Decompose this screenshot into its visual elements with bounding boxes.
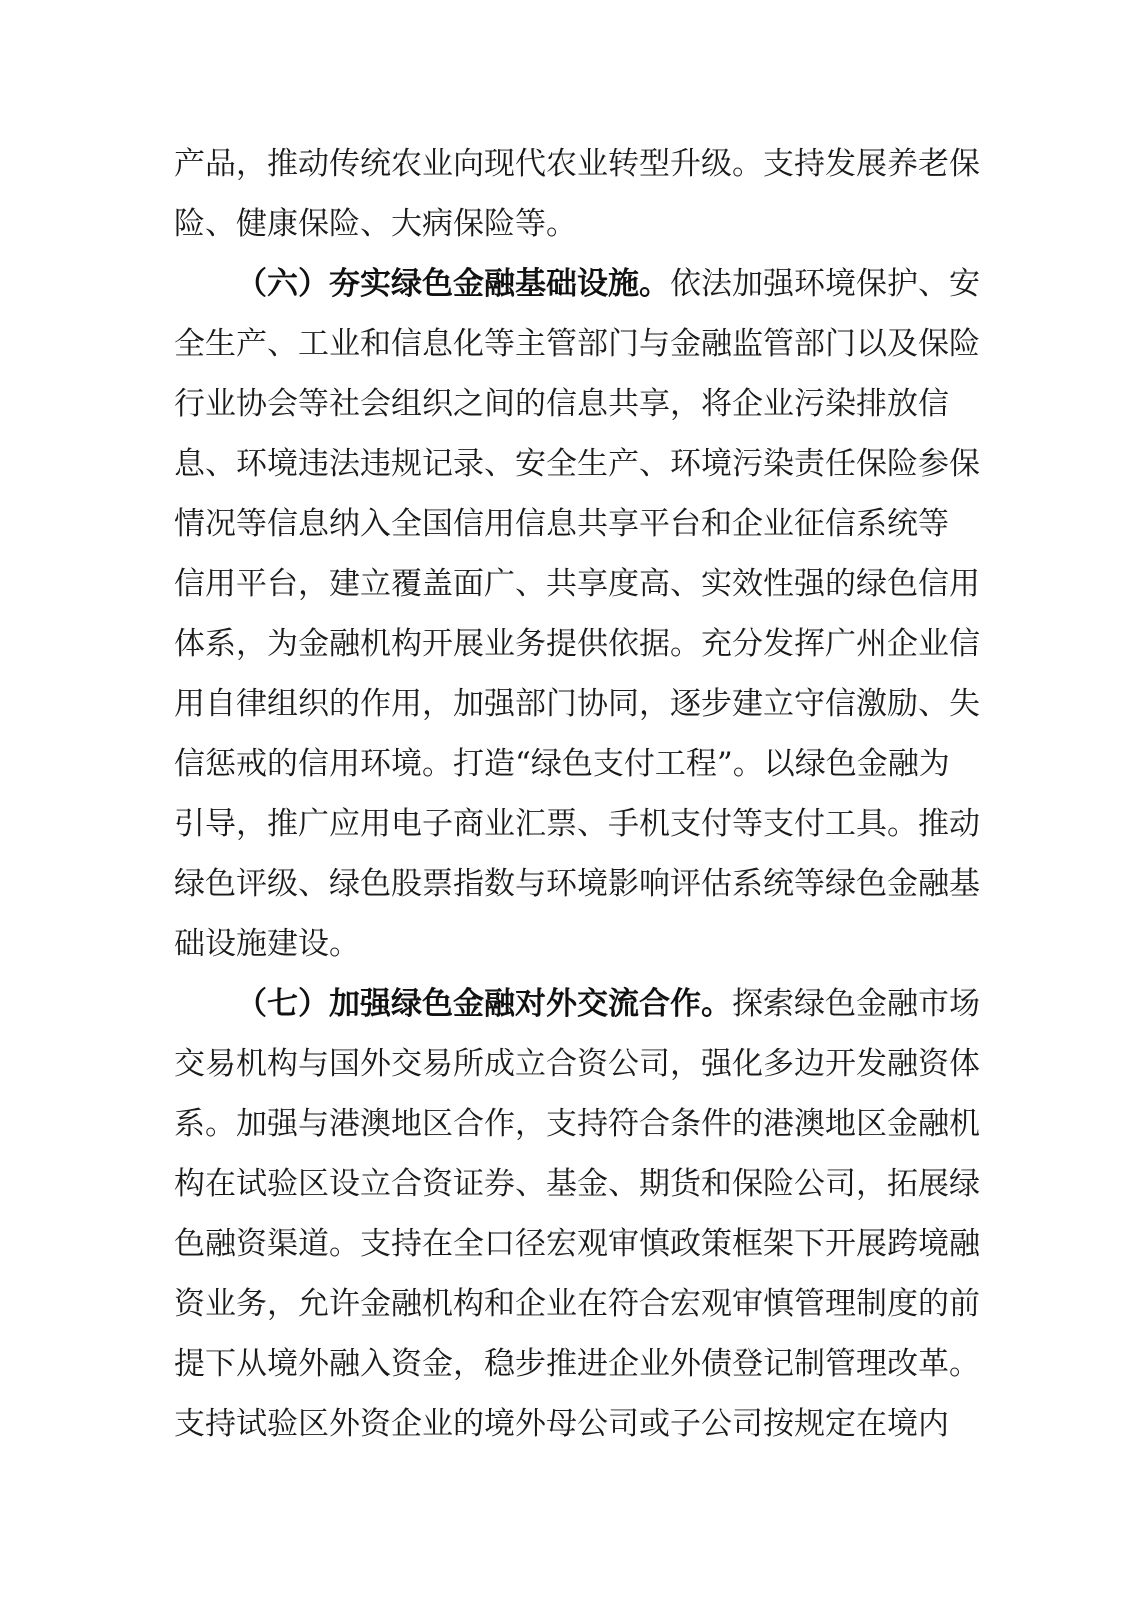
body-text-line bbox=[174, 194, 577, 254]
body-text-line bbox=[174, 1154, 980, 1214]
body-text-line bbox=[174, 734, 950, 794]
section-heading-line bbox=[236, 974, 980, 1034]
line-text: 依法加强环境保护、安 bbox=[670, 266, 980, 302]
line-text: 础设施建设。 bbox=[174, 926, 360, 962]
line-text: 全生产、工业和信息化等主管部门与金融监管部门以及保险 bbox=[174, 326, 980, 362]
line-text: 系。加强与港澳地区合作，支持符合条件的港澳地区金融机 bbox=[174, 1106, 980, 1142]
line-text: 绿色评级、绿色股票指数与环境影响评估系统等绿色金融基 bbox=[174, 866, 980, 902]
line-text: 色融资渠道。支持在全口径宏观审慎政策框架下开展跨境融 bbox=[174, 1226, 980, 1262]
body-text-line bbox=[174, 1394, 949, 1454]
body-text-line bbox=[174, 914, 360, 974]
line-text: 行业协会等社会组织之间的信息共享，将企业污染排放信 bbox=[174, 386, 949, 422]
body-text-line bbox=[174, 794, 980, 854]
line-text: 产品，推动传统农业向现代农业转型升级。支持发展养老保 bbox=[174, 146, 980, 182]
body-text-line bbox=[174, 674, 980, 734]
body-text-line bbox=[174, 1274, 980, 1334]
line-text: 体系，为金融机构开展业务提供依据。充分发挥广州企业信 bbox=[174, 626, 980, 662]
line-text: 情况等信息纳入全国信用信息共享平台和企业征信系统等 bbox=[174, 506, 949, 542]
line-text: 交易机构与国外交易所成立合资公司，强化多边开发融资体 bbox=[174, 1046, 980, 1082]
body-text-line bbox=[174, 434, 980, 494]
line-text: 息、环境违法违规记录、安全生产、环境污染责任保险参保 bbox=[174, 446, 980, 482]
body-text-line bbox=[174, 1334, 980, 1394]
section-heading: （六）夯实绿色金融基础设施。 bbox=[236, 266, 670, 302]
body-text-line bbox=[174, 314, 980, 374]
body-text-line bbox=[174, 1034, 980, 1094]
body-text-line bbox=[174, 1214, 980, 1274]
body-text-line bbox=[174, 494, 949, 554]
body-text-line bbox=[174, 374, 949, 434]
body-text-line bbox=[174, 134, 980, 194]
section-heading-line bbox=[236, 254, 980, 314]
line-text: 探索绿色金融市场 bbox=[732, 986, 980, 1022]
line-text: 信用平台，建立覆盖面广、共享度高、实效性强的绿色信用 bbox=[174, 566, 980, 602]
line-text: 构在试验区设立合资证券、基金、期货和保险公司，拓展绿 bbox=[174, 1166, 980, 1202]
line-text: 提下从境外融入资金，稳步推进企业外债登记制管理改革。 bbox=[174, 1346, 980, 1382]
line-text: 信惩戒的信用环境。打造“绿色支付工程”。以绿色金融为 bbox=[174, 746, 950, 782]
section-heading: （七）加强绿色金融对外交流合作。 bbox=[236, 986, 732, 1022]
body-text-line bbox=[174, 554, 980, 614]
body-text-line bbox=[174, 854, 980, 914]
line-text: 用自律组织的作用，加强部门协同，逐步建立守信激励、失 bbox=[174, 686, 980, 722]
line-text: 资业务，允许金融机构和企业在符合宏观审慎管理制度的前 bbox=[174, 1286, 980, 1322]
line-text: 支持试验区外资企业的境外母公司或子公司按规定在境内 bbox=[174, 1406, 949, 1442]
body-text-line bbox=[174, 1094, 980, 1154]
line-text: 引导，推广应用电子商业汇票、手机支付等支付工具。推动 bbox=[174, 806, 980, 842]
body-text-line bbox=[174, 614, 980, 674]
line-text: 险、健康保险、大病保险等。 bbox=[174, 206, 577, 242]
